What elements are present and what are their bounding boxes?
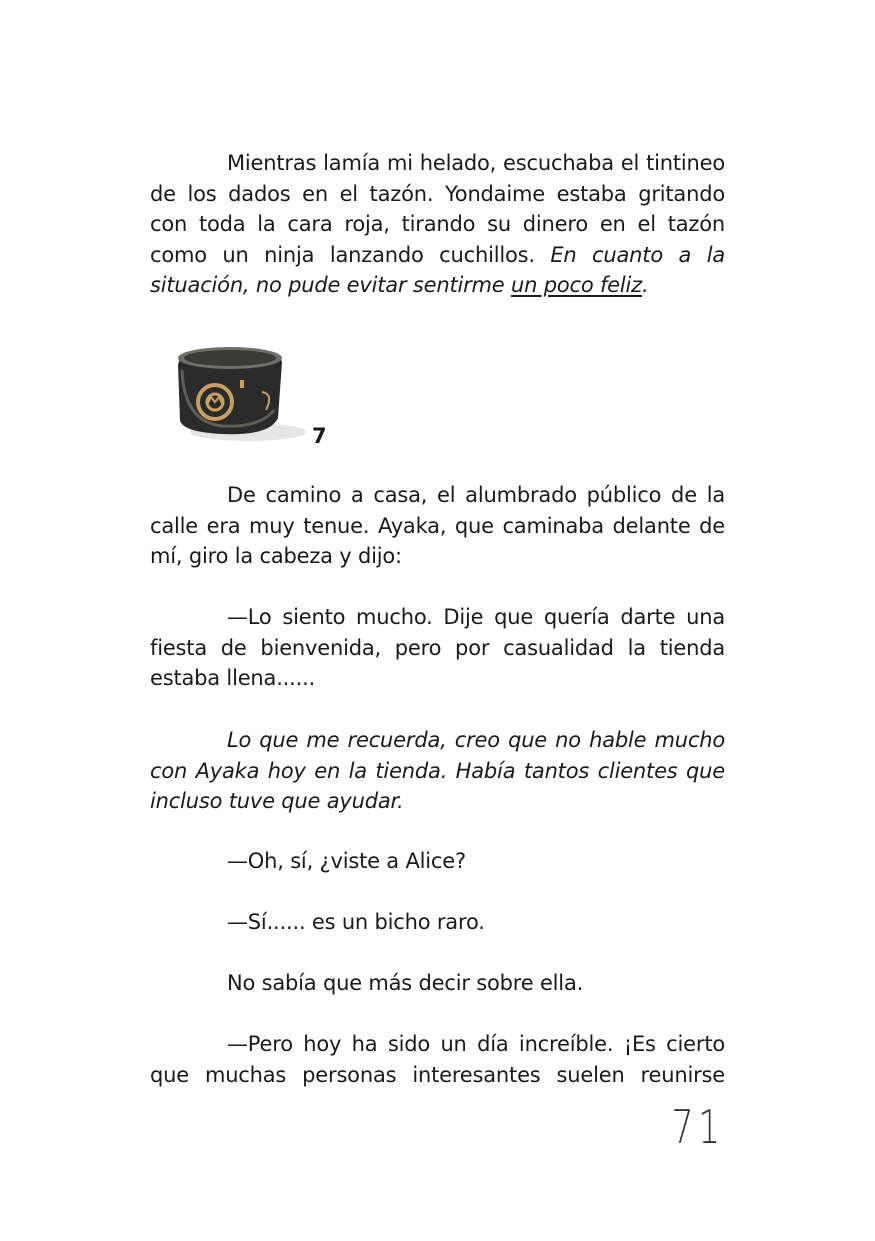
paragraph-1-underlined: un poco feliz <box>511 273 642 297</box>
paragraph-1 <box>150 148 725 301</box>
paragraph-1-italic: En cuanto a la situación, no pude evitar sentirme <box>150 242 725 297</box>
paragraph-7: No sabía que más decir sobre ella. <box>227 971 584 995</box>
page-number: 71 <box>672 1100 725 1154</box>
ring-icon <box>170 340 310 445</box>
paragraph-2: De camino a casa, el alumbrado público de la calle era muy tenue. Ayaka, que caminaba delante de mí, giro la cabeza y dijo: <box>150 483 725 568</box>
footnote-marker: 7 <box>312 424 327 448</box>
paragraph-6: —Sí...... es un bicho raro. <box>227 910 485 934</box>
paragraph-1-lead: Mientras lamía mi helado, escuchaba el tintineo de los dados en el tazón. Yondaime estaba gritando con toda la cara roja, tirando su dinero en el tazón como un ninja lanzando cuchillos. <box>150 151 725 267</box>
paragraph-4: Lo que me recuerda, creo que no hable mucho con Ayaka hoy en la tienda. Había tantos clientes que incluso tuve que ayudar. <box>150 728 725 813</box>
paragraph-3: —Lo siento mucho. Dije que quería darte una fiesta de bienvenida, pero por casualidad la tienda estaba llena...... <box>150 605 725 690</box>
paragraph-1-end: . <box>641 273 649 297</box>
paragraph-5: —Oh, sí, ¿viste a Alice? <box>227 849 466 873</box>
paragraph-8: —Pero hoy ha sido un día increíble. ¡Es cierto que muchas personas interesantes suelen reunirse <box>150 1032 725 1087</box>
